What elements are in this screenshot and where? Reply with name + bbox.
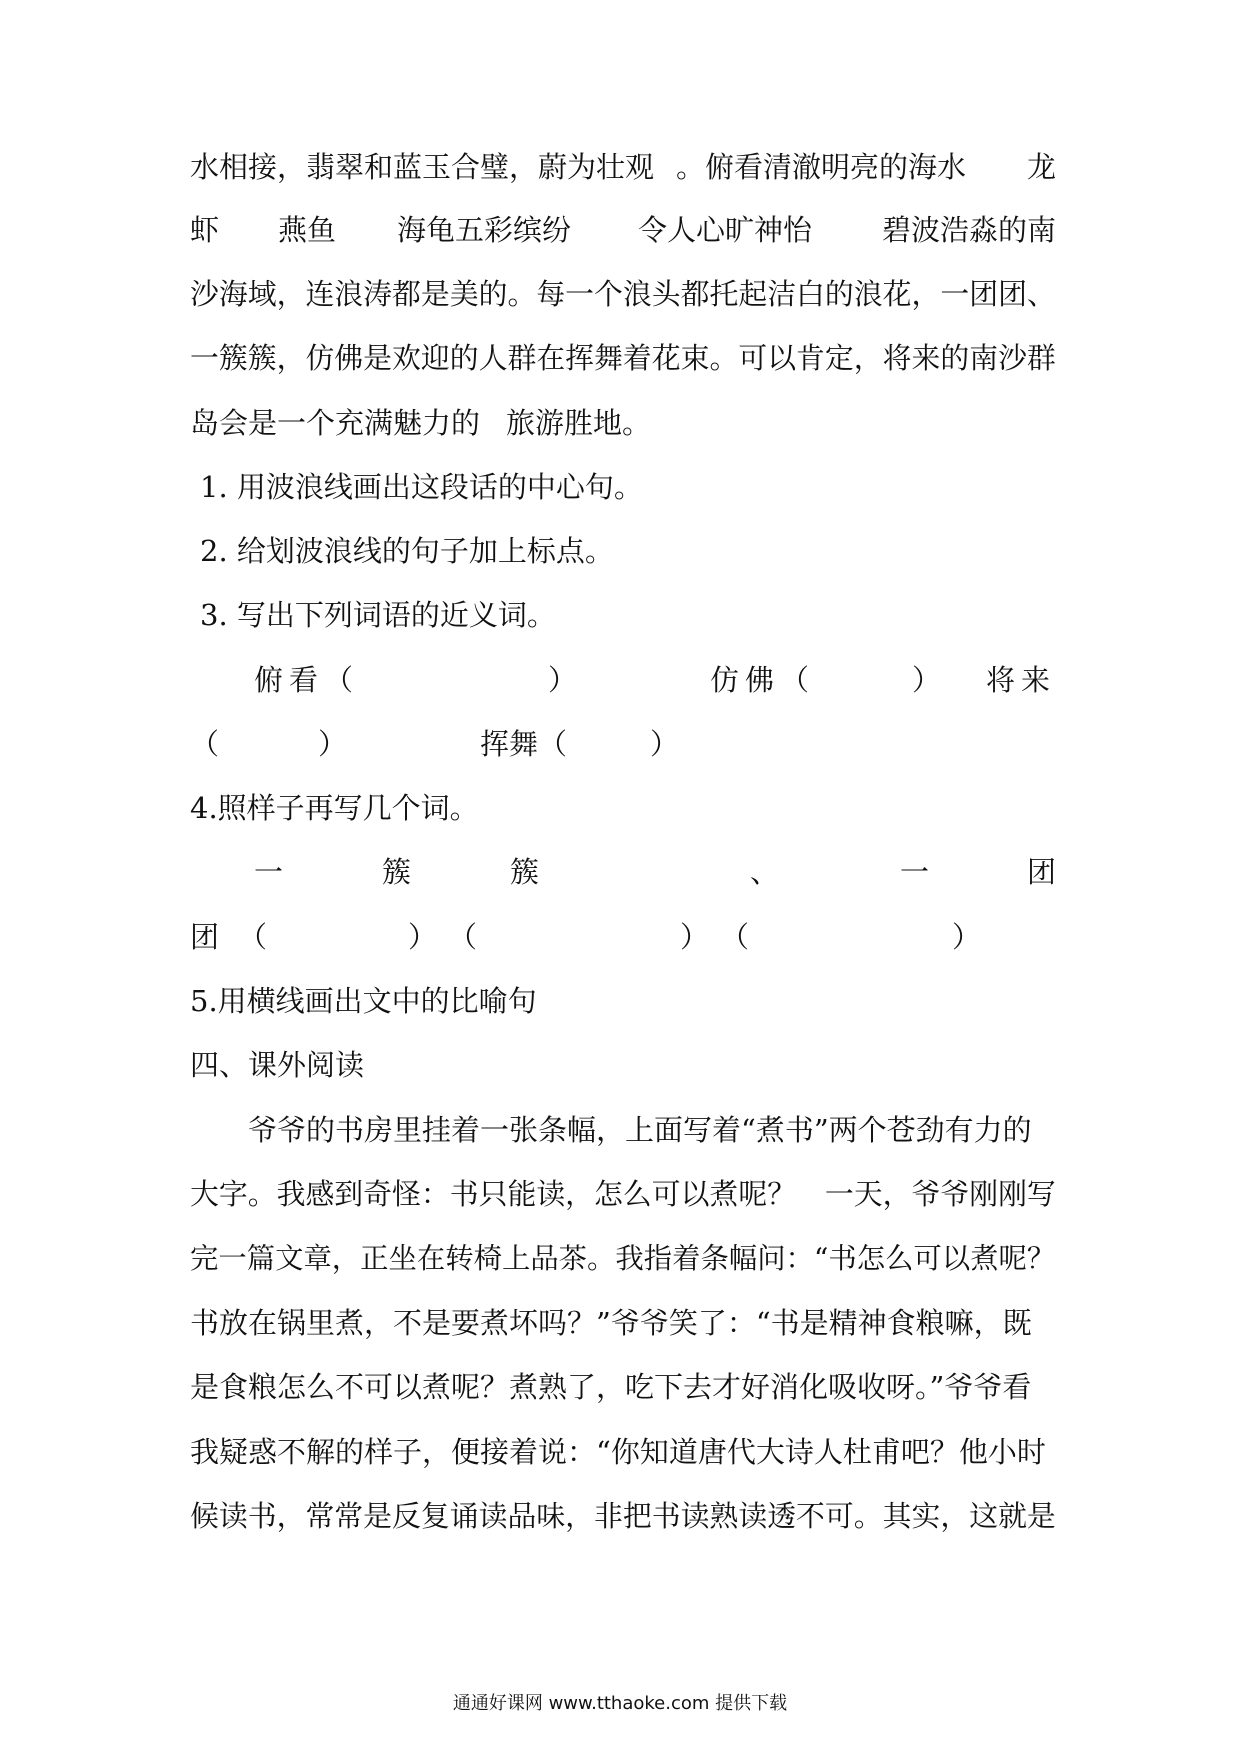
blank-1-open: （ [238,920,268,954]
section-4-heading: 四、课外阅读 [190,1048,365,1082]
blank-2-open: （ [448,920,478,954]
synonym-jianglai-close: ） [318,727,348,761]
question-2: 2. 给划波浪线的句子加上标点。 [200,534,614,568]
blank-3-open: （ [720,920,750,954]
reading-line-2: 大字。我感到奇怪：书只能读，怎么可以煮呢？ 一天，爷爷刚刚写 [190,1177,1056,1211]
passage-line-4: 一簇簇，仿佛是欢迎的人群在挥舞着花束。可以肯定，将来的南沙群 [190,341,1056,375]
example-word-char-4: 一 [900,855,930,889]
example-word-char-3: 簇 [510,855,540,889]
blank-2-close: ） [680,920,710,954]
passage-line-2-part-1: 虾 [190,213,220,247]
example-word-char-5: 团 [1026,855,1056,889]
passage-line-1 [190,147,1056,187]
synonym-jianglai-label: 将来 [985,663,1056,697]
blank-1-close: ） [408,920,438,954]
passage-line-5-part-2: 旅游胜地。 [506,406,652,440]
passage-line-1-part-1: 水相接，翡翠和蓝玉合璧，蔚为壮观 [190,150,655,184]
example-word-char-2: 簇 [382,855,412,889]
reading-line-1: 爷爷的书房里挂着一张条幅，上面写着“煮书”两个苍劲有力的 [248,1113,1032,1147]
blank-3-close: ） [952,920,982,954]
example-word-char-1: 一 [254,855,284,889]
question-5: 5.用横线画出文中的比喻句 [190,984,537,1018]
example-word-separator: 、 [750,855,780,889]
question-1: 1. 用波浪线画出这段话的中心句。 [200,470,643,504]
reading-line-3: 完一篇文章，正坐在转椅上品茶。我指着条幅问：“书怎么可以煮呢？ [190,1242,1056,1275]
passage-line-2-part-3: 海龟五彩缤纷 [397,213,572,247]
synonym-fangfu-open: 仿佛（ [710,663,816,697]
reading-line-5: 是食粮怎么不可以煮呢？煮熟了，吃下去才好消化吸收呀。”爷爷看 [190,1370,1032,1404]
passage-line-1-part-3: 龙 [1026,150,1056,184]
passage-line-2-part-5: 碧波浩淼的南 [881,213,1056,247]
synonym-huiwu-close: ） [650,727,680,761]
example-word-char-6: 团 [190,920,220,954]
synonym-huiwu-open: 挥舞（ [480,727,568,761]
synonym-jianglai-open: （ [190,727,220,761]
passage-line-2-part-4: 令人心旷神怡 [638,213,813,247]
passage-line-1-part-2: 。俯看清澈明亮的海水 [676,150,967,184]
passage-line-5-part-1: 岛会是一个充满魅力的 [190,406,481,440]
synonym-fangfu-close: ） [912,663,942,697]
passage-line-3: 沙海域，连浪涛都是美的。每一个浪头都托起洁白的浪花，一团团、 [190,277,1056,311]
synonym-fukan-open: 俯看（ [254,663,360,697]
passage-line-5 [190,403,1056,443]
reading-line-6: 我疑惑不解的样子，便接着说：“你知道唐代大诗人杜甫吧？他小时 [190,1435,1046,1469]
synonym-fukan-close: ） [548,663,578,697]
question-3: 3. 写出下列词语的近义词。 [200,598,556,632]
reading-line-7: 候读书，常常是反复诵读品味，非把书读熟读透不可。其实，这就是 [190,1499,1056,1533]
page-footer: 通通好课网 www.tthaoke.com 提供下载 [452,1693,788,1714]
reading-line-4: 书放在锅里煮，不是要煮坏吗？”爷爷笑了：“书是精神食粮嘛，既 [190,1306,1032,1340]
question-4: 4.照样子再写几个词。 [190,791,479,825]
passage-line-2-part-2: 燕鱼 [278,213,337,247]
